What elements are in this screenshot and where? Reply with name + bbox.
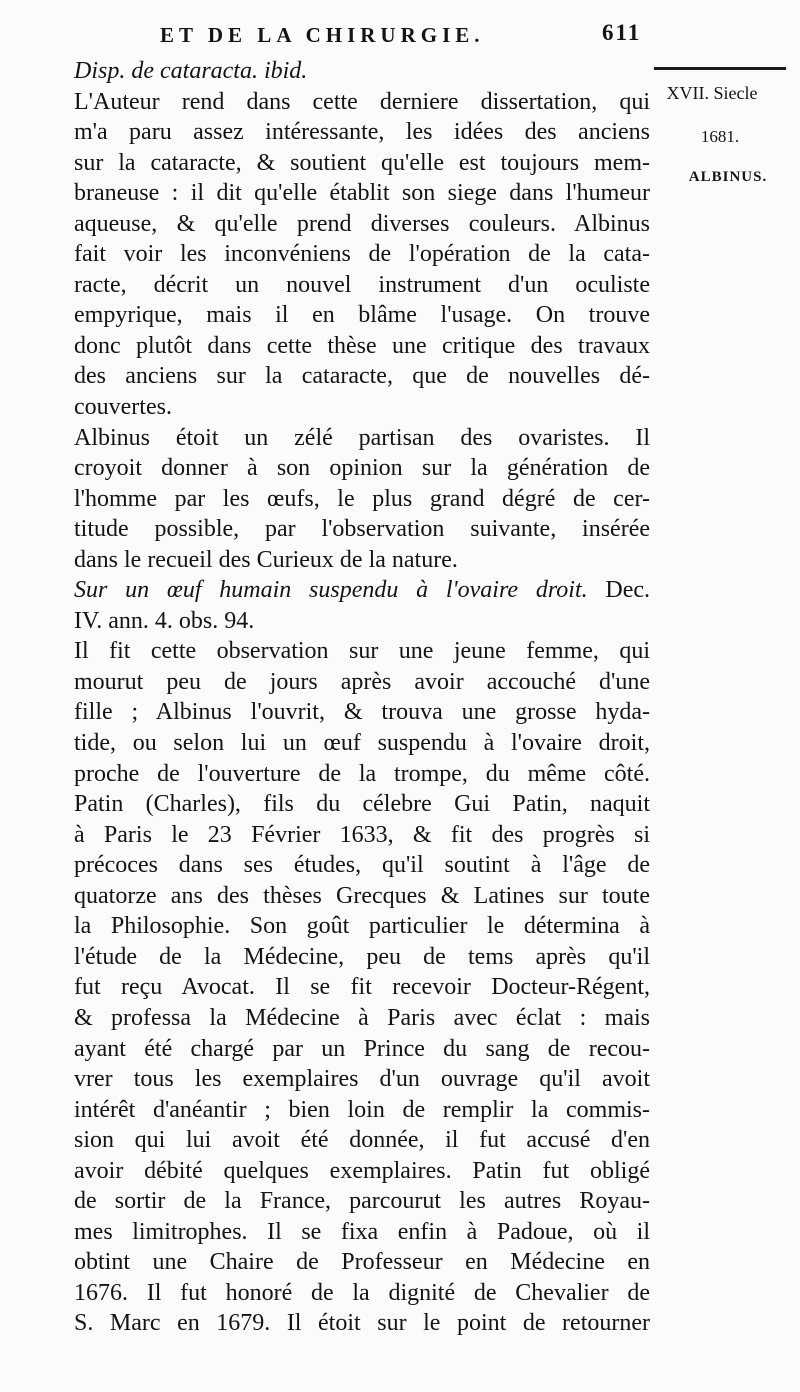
text-line: m'a paru assez intéressante, les idées des anciens — [74, 119, 650, 146]
text-line: S. Marc en 1679. Il étoit sur le point de retourner — [74, 1310, 650, 1337]
text-line: empyrique, mais il en blâme l'usage. On trouve — [74, 302, 650, 329]
text-line: précoces dans ses études, qu'il soutint à l'âge de — [74, 852, 650, 879]
text-line: couvertes. — [74, 394, 172, 421]
text-line: Sur un œuf humain suspendu à l'ovaire droit. Dec. — [74, 577, 650, 604]
text-line: Albinus étoit un zélé partisan des ovaristes. Il — [74, 424, 650, 451]
text-line: ayant été chargé par un Prince du sang de recou- — [74, 1035, 650, 1062]
text-line: croyoit donner à son opinion sur la génération de — [74, 455, 650, 482]
text-line: la Philosophie. Son goût particulier le détermina à — [74, 913, 650, 940]
text-line: obtint une Chaire de Professeur en Médecine en — [74, 1249, 650, 1276]
text-line: intérêt d'anéantir ; bien loin de remplir la commis- — [74, 1096, 650, 1123]
text-line: des anciens sur la cataracte, que de nouvelles dé- — [74, 363, 650, 390]
text-line: tide, ou selon lui un œuf suspendu à l'ovaire droit, — [74, 730, 650, 757]
text-line: fille ; Albinus l'ouvrit, & trouva une grosse hyda- — [74, 699, 650, 726]
margin-rule — [654, 67, 786, 70]
text-line: l'homme par les œufs, le plus grand dégré de cer- — [74, 485, 650, 512]
text-line: braneuse : il dit qu'elle établit son siege dans l'humeur — [74, 180, 650, 207]
running-title: ET DE LA CHIRURGIE. — [160, 23, 485, 47]
text-line: de sortir de la France, parcourut les autres Royau- — [74, 1188, 650, 1215]
margin-note-author: ALBINUS. — [688, 169, 768, 185]
text-line: à Paris le 23 Février 1633, & fit des progrès si — [74, 821, 650, 848]
body-text — [74, 56, 650, 1339]
text-line: L'Auteur rend dans cette derniere dissertation, qui — [74, 88, 650, 115]
text-line: Il fit cette observation sur une jeune femme, qui — [74, 638, 650, 665]
text-line: mourut peu de jours après avoir accouché d'une — [74, 668, 650, 695]
text-line: donc plutôt dans cette thèse une critique des travaux — [74, 332, 650, 359]
text-line: l'étude de la Médecine, peu de tems après qu'il — [74, 943, 650, 970]
text-line: & professa la Médecine à Paris avec éclat : mais — [74, 1004, 650, 1031]
page-number: 611 — [602, 20, 642, 45]
margin-note-year: 1681. — [700, 127, 740, 146]
text-line: sion qui lui avoit été donnée, il fut accusé d'en — [74, 1127, 650, 1154]
text-line: sur la cataracte, & soutient qu'elle est toujours mem- — [74, 149, 650, 176]
text-line: quatorze ans des thèses Grecques & Latines sur toute — [74, 882, 650, 909]
text-line: aqueuse, & qu'elle prend diverses couleurs. Albinus — [74, 210, 650, 237]
text-line: avoir débité quelques exemplaires. Patin fut obligé — [74, 1157, 650, 1184]
text-line: 1676. Il fut honoré de la dignité de Chevalier de — [74, 1279, 650, 1306]
text-line: fut reçu Avocat. Il se fit recevoir Docteur-Régent, — [74, 974, 650, 1001]
text-line: proche de l'ouverture de la trompe, du même côté. — [74, 760, 650, 787]
text-line: Patin (Charles), fils du célebre Gui Patin, naquit — [74, 791, 650, 818]
text-line: mes limitrophes. Il se fixa enfin à Padoue, où il — [74, 1218, 650, 1245]
text-line: dans le recueil des Curieux de la nature. — [74, 546, 458, 573]
text-line: IV. ann. 4. obs. 94. — [74, 607, 255, 634]
text-line: racte, décrit un nouvel instrument d'un oculiste — [74, 271, 650, 298]
text-line: fait voir les inconvéniens de l'opération de la cata- — [74, 241, 650, 268]
text-line: Disp. de cataracta. ibid. — [74, 58, 308, 84]
margin-note-century: XVII. Siecle — [666, 83, 758, 103]
text-line: titude possible, par l'observation suivante, insérée — [74, 516, 650, 543]
text-line: vrer tous les exemplaires d'un ouvrage qu'il avoit — [74, 1066, 650, 1093]
